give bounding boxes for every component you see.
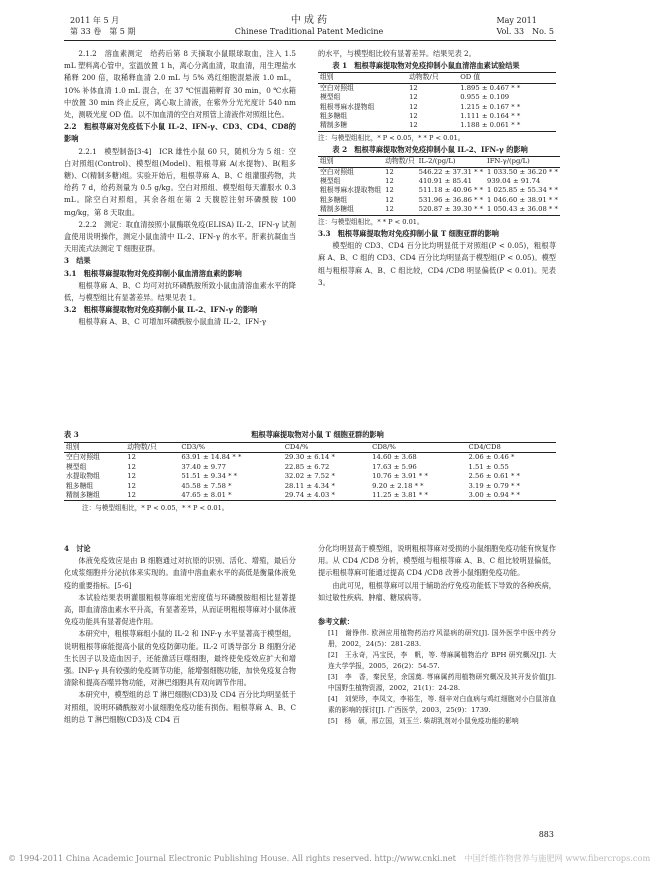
header-right bbox=[496, 15, 554, 37]
table1-cell: 1.188 ± 0.061 * * bbox=[460, 121, 521, 130]
journal-title-en: Chinese Traditional Patent Medicine bbox=[234, 27, 384, 36]
table2-row bbox=[318, 167, 560, 177]
table3-cell: 47.65 ± 8.01 * bbox=[181, 491, 232, 500]
section-2-2: 2.2 粗根荨麻对免疫低下小鼠 IL-2、IFN-γ、CD3、CD4、CD8的影响 bbox=[64, 122, 296, 144]
table3-cell: 37.40 ± 9.77 bbox=[181, 462, 226, 471]
table1-header-cell: 动物数/只 bbox=[409, 73, 439, 82]
table2-row bbox=[318, 186, 560, 195]
discussion-p1: 体液免疫效应是由 B 细胞通过对抗原的识别、活化、增殖，最后分化成浆细胞并分泌抗体来实现的。血清中溶血素水平的高低是衡量体液免疫的重要指标。[5-6] bbox=[64, 556, 296, 590]
table3-note: 注：与模型组相比，* P < 0.05，* * P < 0.01。 bbox=[82, 504, 229, 513]
table2-cell: 12 bbox=[385, 205, 394, 214]
table3-cell: 2.56 ± 0.61 * * bbox=[468, 472, 520, 481]
table2-row bbox=[318, 205, 560, 215]
table3-cell: 2.06 ± 0.46 * bbox=[468, 453, 515, 462]
para-hemolysin: 2.1.2 溶血素测定 给药后第 8 天摘取小鼠眼球取血，注入 1.5 mL 塑料离心管中，室温放置 1 h，离心分离血清，取血清，用生理盐水稀释 200 倍，取稀释血清 2.0 mL 与 5% 鸡红细胞混悬液 1.0 mL，10% 补体血清 1.0 mL 混合，在 37 ℃恒温箱孵育 30 min，0 ℃水箱中放置 30 min 终止反应，离心取上清液，在紫外分光光度计 540 nm 处，测吸光度 OD 值。以不加血清的空白对照管上清液作对照组比色。 bbox=[64, 49, 296, 120]
table2 bbox=[318, 156, 560, 215]
para-model: 2.2.1 模型制备[3-4] ICR 雄性小鼠 60 只，随机分为 5 组：空白对照组(Control)、模型组(Model)、粗根荨麻 A(水提物)、B(粗多糖)、C(精制多糖)组。实验开始后，粗根荨麻 A、B、C 组灌服药物，共给药 7 d，给药剂量为 0.5 g/kg。空白对照组、模型组每天灌服水 0.3 mL。除空白对照组，其余各组在第 2 天腹腔注射环磷酰胺 100 mg/kg，第 8 天取血。 bbox=[64, 146, 296, 217]
right-column bbox=[318, 48, 556, 289]
table3-cell: 12 bbox=[127, 472, 136, 481]
reference-item: [5] 杨 硕，邢立国，刘玉兰. 柴胡乳剂对小鼠免疫功能的影响 bbox=[328, 717, 519, 726]
table2-cell: 1 050.43 ± 36.08 * * bbox=[487, 205, 558, 214]
table3-cell: 空白对照组 bbox=[66, 453, 100, 462]
reference-item: [3] 李 香，秦民坚，余国奠. 荨麻属药用植物研究概况及其开发价值[J]. 中国野生植物资源，2002，21(1)：24-28. bbox=[328, 673, 556, 693]
table2-header-cell: 动物数/只 bbox=[385, 157, 415, 166]
volume-issue: 第 33 卷 第 5 期 bbox=[70, 27, 136, 36]
table1-cell: 空白对照组 bbox=[320, 83, 354, 92]
table2-cell: 精制多糖组 bbox=[320, 205, 354, 214]
table2-cell: 511.18 ± 40.96 * * bbox=[418, 186, 484, 195]
table3-cell: 3.00 ± 0.94 * * bbox=[468, 491, 520, 500]
discussion-p4: 本研究中，模型组的总 T 淋巴细胞(CD3)及 CD4 百分比均明显低于对照组，说明环磷酰胺对小鼠细胞免疫功能有损伤。粗根荨麻 A、B、C 组的总 T 淋巴细胞(CD3)及 CD4 百 bbox=[64, 690, 296, 724]
table2-cell: 粗根荨麻水提取物组 bbox=[320, 186, 382, 195]
table1-cell: 1.215 ± 0.167 * * bbox=[460, 102, 521, 111]
table3-cell: 10.76 ± 3.91 * * bbox=[372, 472, 428, 481]
table3-row bbox=[64, 491, 556, 501]
section-3: 3 结果 bbox=[64, 256, 91, 266]
table1-row bbox=[318, 121, 556, 131]
table3-cell: 模型组 bbox=[66, 462, 87, 471]
table3-cell: 精制多糖组 bbox=[66, 491, 100, 500]
table3-cell: 22.85 ± 6.72 bbox=[284, 462, 330, 471]
table1-note: 注：与模型组相比，* P < 0.05，* * P < 0.01。 bbox=[318, 133, 465, 142]
table3-cell: 粗多糖组 bbox=[66, 481, 94, 490]
table3-title: 粗根荨麻提取物对小鼠 T 细胞亚群的影响 bbox=[251, 430, 384, 439]
table3-cell: 水提取物组 bbox=[66, 472, 100, 481]
table3-cell: 3.19 ± 0.79 * * bbox=[468, 481, 520, 490]
discussion-p2: 本试验结果表明灌服粗根荨麻组光密度值与环磷酰胺组相比显著提高，即血清溶血素水平升高，有显著差异，从而证明粗根荨麻对小鼠体液免疫功能具有显著促进作用。 bbox=[64, 592, 296, 627]
table2-cell: 520.87 ± 39.30 * * bbox=[418, 205, 484, 214]
table2-cell: 410.91 ± 85.41 bbox=[418, 177, 472, 186]
table1-cell: 12 bbox=[409, 121, 418, 130]
table2-note: 注：与模型组相比，* * P < 0.01。 bbox=[318, 217, 424, 226]
table3-block bbox=[64, 430, 556, 516]
discussion-p3: 本研究中，粗根荨麻组小鼠的 IL-2 和 INF-γ 水平显著高于模型组，说明粗根荨麻能提高小鼠的免疫防御功能。IL-2 可诱导部分 B 细胞分泌生长因子以及造血因子，还能激活巨噬细胞，最终使免疫效应扩大和增强。INF-γ 具有较强的免疫调节功能，能增强细胞功能，加快免疫复合物清除和提高吞噬异物功能，对淋巴细胞具有双向调节作用。 bbox=[64, 629, 296, 688]
table1-row bbox=[318, 112, 556, 121]
table3-row bbox=[64, 472, 556, 481]
table1-cell: 精制多糖 bbox=[320, 121, 348, 130]
table1-cell: 0.955 ± 0.109 bbox=[460, 93, 510, 102]
table2-cell: 939.04 ± 91.74 bbox=[487, 177, 541, 186]
table3-cell: 12 bbox=[127, 453, 136, 462]
table3-cell: 29.74 ± 4.03 * bbox=[284, 491, 335, 500]
table3-cell: 29.30 ± 6.14 * bbox=[284, 453, 335, 462]
table3-number: 表 3 bbox=[64, 430, 79, 439]
section-4: 4 讨论 bbox=[64, 544, 91, 553]
table2-header-cell: IL-2/(pg/L) bbox=[418, 157, 456, 166]
table3-cell: 14.60 ± 3.68 bbox=[372, 453, 417, 462]
table2-cell: 12 bbox=[385, 177, 394, 186]
para-3-3: 模型组的 CD3、CD4 百分比均明显低于对照组(P < 0.05)，粗根荨麻 A、B、C 组的 CD3、CD4 百分比均明显高于模型组(P < 0.05)。模型组与粗根荨麻 A、B、C 组比较，CD4 /CD8 明显偏低(P < 0.01)。见表 3。 bbox=[318, 241, 556, 287]
table2-caption: 表 2 粗根荨麻提取物对免疫抑制小鼠 IL-2、IFN-γ 的影响 bbox=[332, 145, 528, 155]
table1-row bbox=[318, 93, 556, 102]
table2-cell: 12 bbox=[385, 186, 394, 195]
discussion-p4-cont: 分化均明显高于模型组，说明粗根荨麻对受损的小鼠细胞免疫功能有恢复作用。从 CD4 /CD8 分析，模型组与粗根荨麻 A、B、C 组比较明显偏低，提示粗根荨麻可能通过提高 CD4 /CD8 改善小鼠细胞免疫功能。 bbox=[318, 544, 556, 578]
table3-header-cell: CD8/% bbox=[372, 443, 396, 451]
table1-cell: 1.111 ± 0.164 * * bbox=[460, 112, 521, 121]
section-3-3: 3.3 粗根荨麻提取物对免疫抑制小鼠 T 细胞亚群的影响 bbox=[318, 228, 499, 238]
table1 bbox=[318, 72, 556, 131]
table3-cell: 1.51 ± 0.55 bbox=[468, 462, 509, 471]
table2-row bbox=[318, 196, 560, 205]
table3-cell: 28.11 ± 4.34 * bbox=[284, 481, 335, 490]
table3-cell: 32.02 ± 7.52 * bbox=[284, 472, 335, 481]
table3-cell: 45.58 ± 7.58 * bbox=[181, 481, 232, 490]
table3-cell: 51.51 ± 9.34 * * bbox=[181, 472, 238, 481]
para-3-2-cont: 的水平，与模型组比较有显著差异。结果见表 2。 bbox=[318, 49, 476, 58]
table2-cell: 1 033.50 ± 36.20 * * bbox=[487, 167, 558, 176]
table1-caption: 表 1 粗根荨麻提取物对免疫抑制小鼠血清溶血素试验结果 bbox=[332, 61, 520, 71]
table1-cell: 12 bbox=[409, 112, 418, 121]
table3-header-cell: CD4/CD8 bbox=[468, 443, 501, 451]
table3-cell: 63.91 ± 14.84 * * bbox=[181, 453, 242, 462]
table2-header-cell: 组别 bbox=[320, 157, 334, 166]
table2-cell: 1 046.60 ± 38.91 * * bbox=[487, 195, 558, 204]
table1-cell: 粗根荨麻水提物组 bbox=[320, 102, 375, 111]
table3-header-cell: CD3/% bbox=[181, 443, 206, 451]
journal-title-cn: 中 成 药 bbox=[290, 15, 328, 26]
table3 bbox=[64, 442, 556, 501]
issue-date-en: May 2011 bbox=[496, 16, 537, 25]
table2-cell: 1 025.85 ± 55.34 * * bbox=[487, 186, 558, 195]
table3-header-cell: 组别 bbox=[66, 443, 80, 451]
references-list bbox=[318, 628, 556, 727]
table1-cell: 12 bbox=[409, 93, 418, 102]
table1-cell: 粗多糖组 bbox=[320, 112, 348, 121]
table3-cell: 11.25 ± 3.81 * * bbox=[372, 491, 428, 500]
header-rule bbox=[64, 40, 556, 41]
para-3-2: 粗根荨麻 A、B、C 可增加环磷酰胺小鼠血清 IL-2、IFN-γ bbox=[78, 317, 267, 327]
table3-cell: 12 bbox=[127, 481, 136, 490]
discussion-p5: 由此可见，粗根荨麻可以用于辅助治疗免疫功能低下导致的各种疾病，如过敏性疾病、肿瘤、糖尿病等。 bbox=[318, 580, 556, 602]
table1-cell: 模型组 bbox=[320, 93, 341, 102]
table2-cell: 粗多糖组 bbox=[320, 195, 348, 204]
table3-cell: 17.63 ± 5.96 bbox=[372, 462, 417, 471]
table2-cell: 531.96 ± 36.86 * * bbox=[418, 195, 484, 204]
para-3-1: 粗根荨麻 A、B、C 均可对抗环磷酰胺所致小鼠血清溶血素水平的降低，与模型组比有显著差异。结果见表 1。 bbox=[64, 280, 296, 303]
left-column bbox=[64, 48, 296, 329]
table2-cell: 空白对照组 bbox=[320, 167, 354, 176]
section-3-2: 3.2 粗根荨麻提取物对免疫抑制小鼠 IL-2、IFN-γ 的影响 bbox=[64, 305, 258, 315]
watermark: 中国纤维作物营养与施肥网 www.fibercrops.com bbox=[464, 853, 650, 863]
table3-row bbox=[64, 463, 556, 472]
table2-cell: 12 bbox=[385, 195, 394, 204]
table3-header-cell: CD4/% bbox=[284, 443, 309, 451]
section-3-1: 3.1 粗根荨麻提取物对免疫抑制小鼠血清溶血素的影响 bbox=[64, 268, 242, 278]
reference-item: [4] 刘荣珍，李凤文，李裕生，等. 细辛对白血病与鸡红细胞对小白鼠溶血素的影响的探讨[J]. 广西医学，2003，25(9)：1739. bbox=[328, 695, 556, 715]
table1-row bbox=[318, 103, 556, 112]
table3-row bbox=[64, 453, 556, 463]
copyright-footer bbox=[8, 853, 650, 864]
table1-header-cell: OD 值 bbox=[460, 73, 481, 82]
table3-cell: 9.20 ± 2.18 * * bbox=[372, 481, 424, 490]
table3-cell: 12 bbox=[127, 491, 136, 500]
table1-header-cell: 组别 bbox=[320, 73, 334, 82]
table2-cell: 546.22 ± 37.31 * * bbox=[418, 167, 484, 176]
para-measure: 2.2.2 测定：取血清按照小鼠酶联免疫(ELISA) IL-2、IFN-γ 试剂盒使用说明操作，测定小鼠血清中 IL-2、IFN-γ 的水平。肝素抗凝血当天用流式法测定 T 细胞亚群。 bbox=[64, 219, 296, 254]
reference-item: [1] 谢铮伟. 欧洲应用植物药治疗风湿病的研究[J]. 国外医学中医中药分册，2002，24(5)：281-283. bbox=[328, 629, 556, 649]
table2-cell: 模型组 bbox=[320, 177, 341, 186]
page-number: 883 bbox=[538, 830, 554, 839]
left-column-lower bbox=[64, 543, 296, 726]
table3-cell: 12 bbox=[127, 462, 136, 471]
table2-header-cell: IFN-γ/(pg/L) bbox=[487, 157, 530, 166]
table3-caption bbox=[64, 430, 556, 440]
reference-item: [2] 王永奇，冯宝民，李 帆，等. 荨麻属植物治疗 BPH 研究概况[J]. 大连大学学报，2005，26(2)：54-57. bbox=[328, 651, 556, 671]
table1-cell: 1.895 ± 0.467 * * bbox=[460, 83, 521, 92]
volume-issue-en: Vol. 33 No. 5 bbox=[496, 27, 554, 36]
table3-header-cell: 动物数/只 bbox=[127, 443, 157, 451]
table2-cell: 12 bbox=[385, 167, 394, 176]
references-title: 参考文献： bbox=[318, 617, 354, 627]
table1-row bbox=[318, 83, 556, 93]
table3-row bbox=[64, 482, 556, 491]
copyright-text: © 1994-2011 China Academic Journal Electronic Publishing House. All rights reserved. http://www.cnki.net bbox=[8, 853, 456, 863]
issue-date: 2011 年 5 月 bbox=[70, 16, 120, 25]
right-column-lower bbox=[318, 543, 556, 727]
table1-cell: 12 bbox=[409, 83, 418, 92]
table1-cell: 12 bbox=[409, 102, 418, 111]
